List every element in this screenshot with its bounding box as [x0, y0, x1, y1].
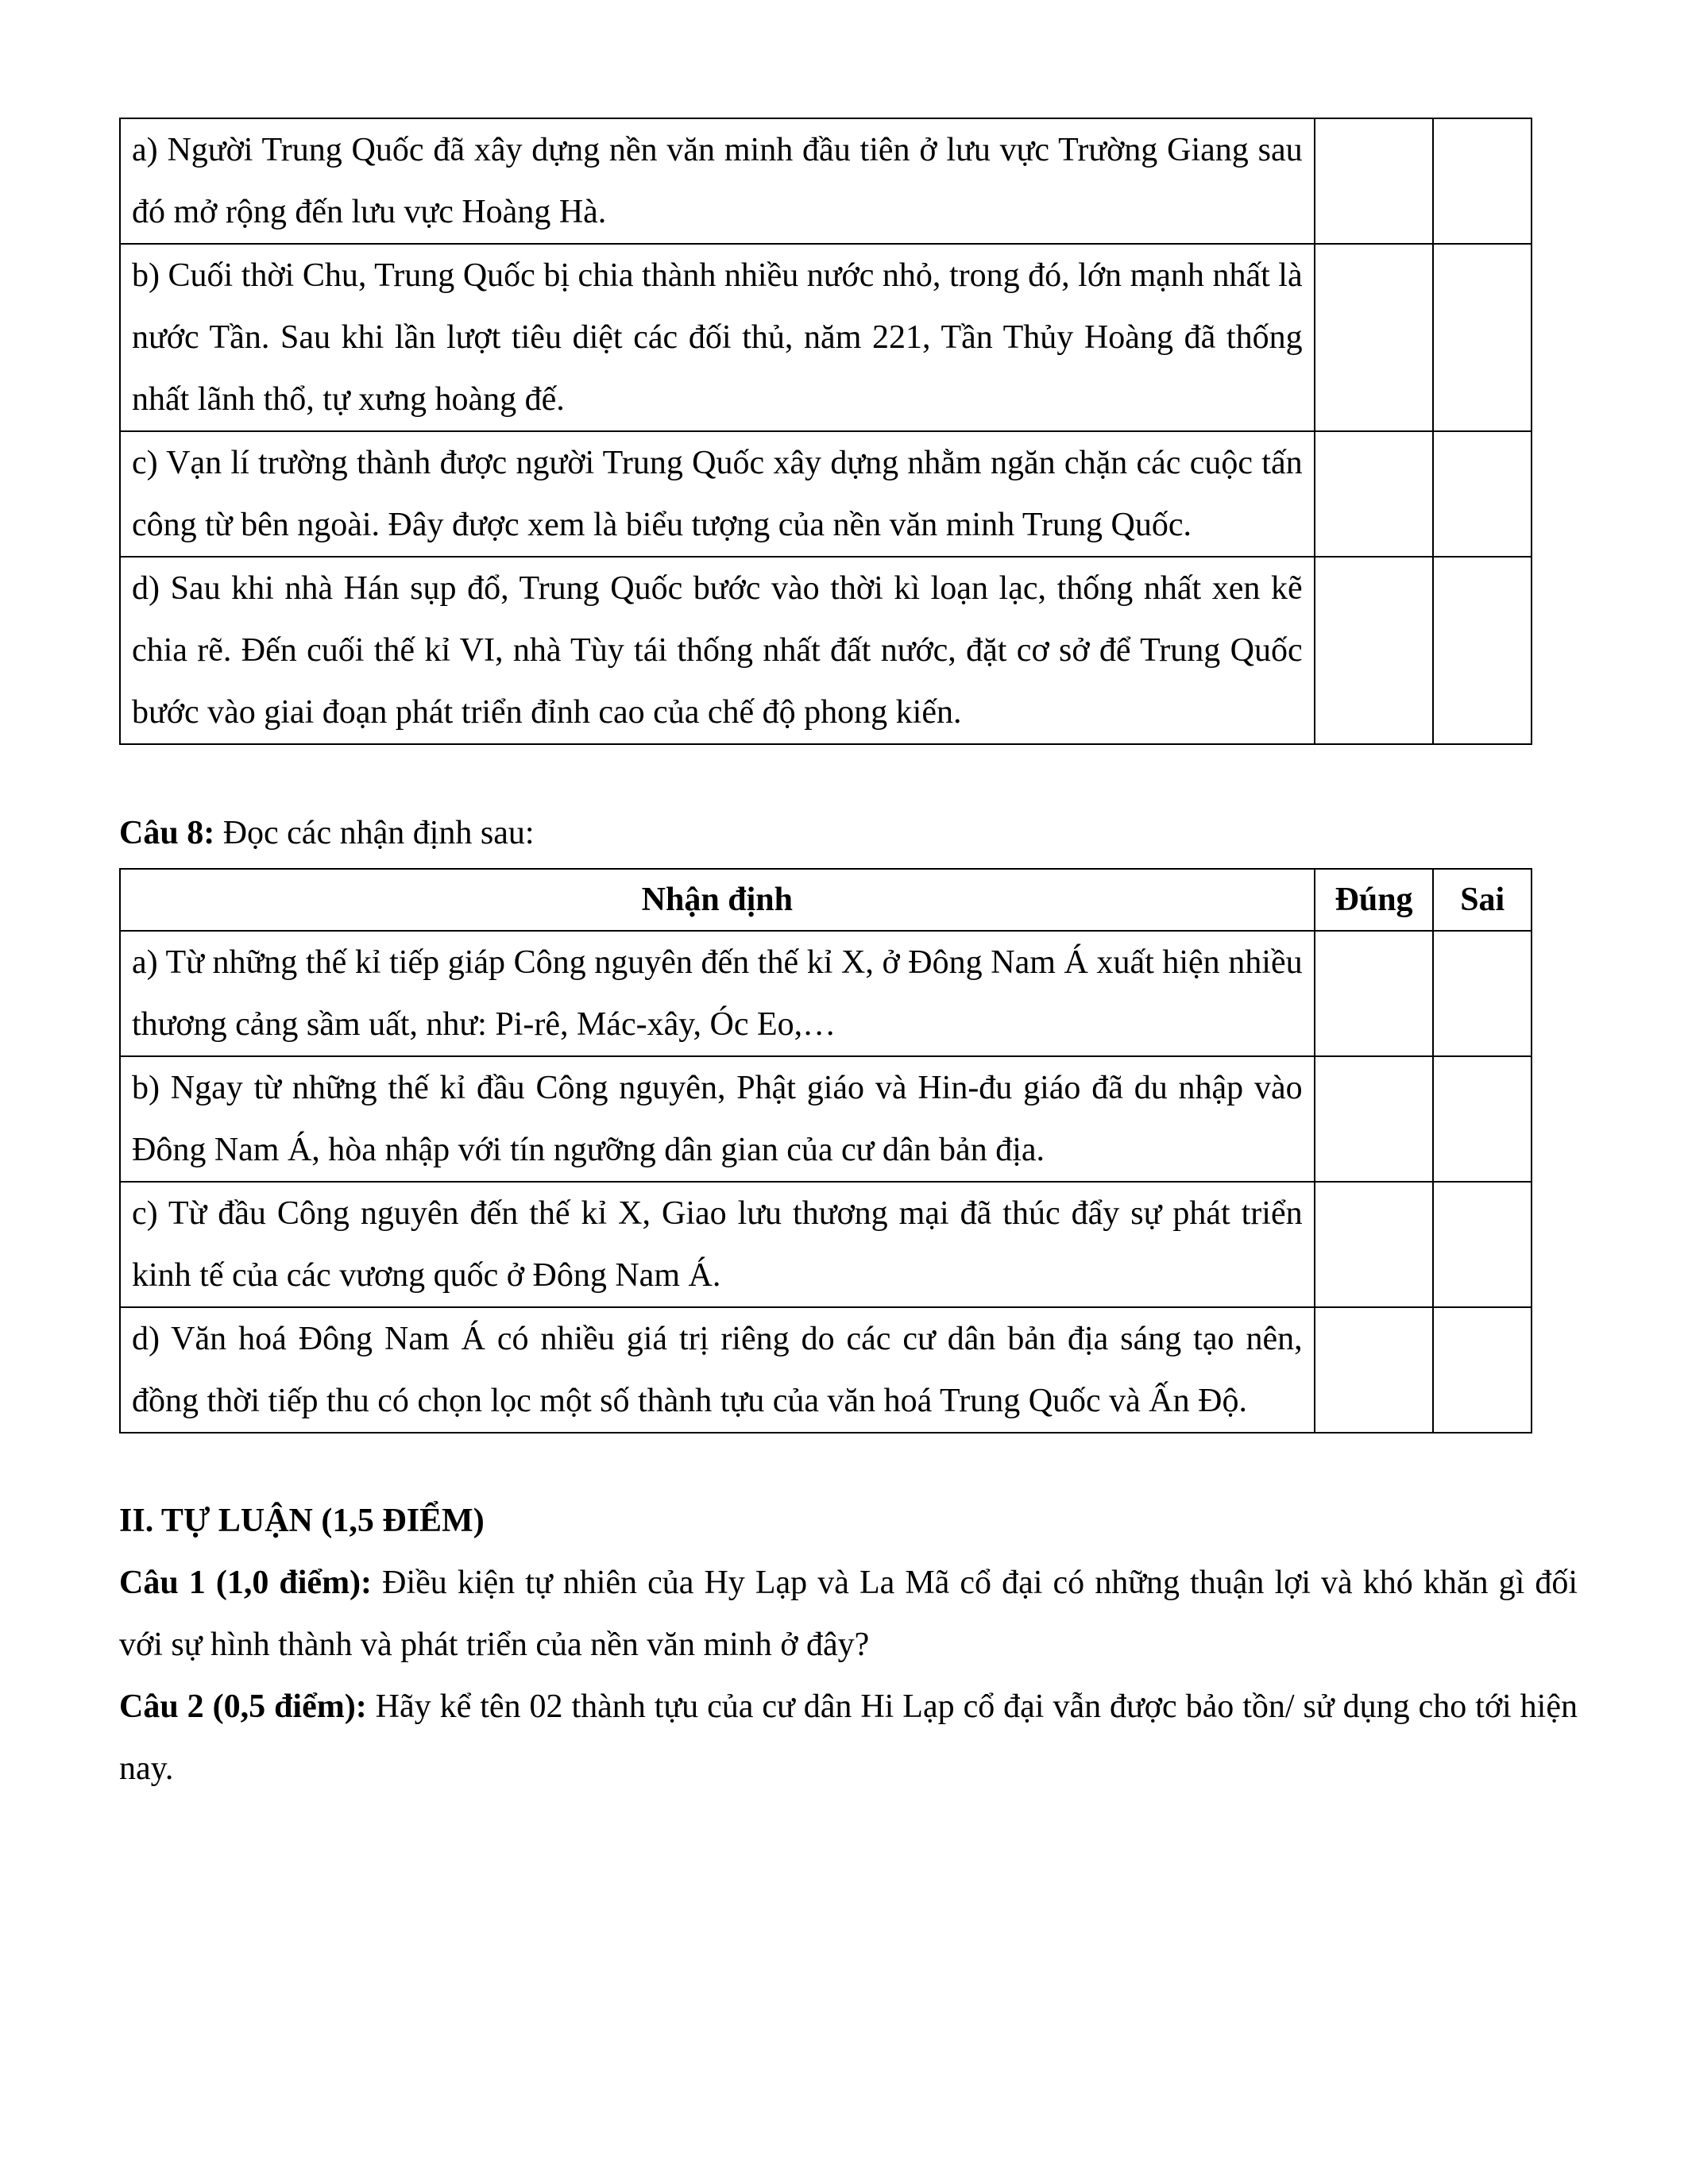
essay-question-1-label: Câu 1 (1,0 điểm):: [119, 1565, 373, 1601]
true-answer-cell[interactable]: [1315, 1307, 1434, 1433]
true-answer-cell[interactable]: [1315, 1182, 1434, 1307]
section-2-heading: II. TỰ LUẬN (1,5 ĐIỂM): [119, 1503, 485, 1539]
false-answer-cell[interactable]: [1433, 244, 1532, 431]
false-answer-cell[interactable]: [1433, 931, 1532, 1056]
statement-cell: a) Từ những thế kỉ tiếp giáp Công nguyên đến thế kỉ X, ở Đông Nam Á xuất hiện nhiều thương cảng sầm uất, như: Pi-rê, Mác-xây, Óc Eo,…: [120, 931, 1315, 1056]
statement-cell: c) Từ đầu Công nguyên đến thế kỉ X, Giao lưu thương mại đã thúc đẩy sự phát triển kinh tế của các vương quốc ở Đông Nam Á.: [120, 1182, 1315, 1307]
true-answer-cell[interactable]: [1315, 931, 1434, 1056]
table-header-row: [120, 869, 1532, 931]
table-row: [120, 244, 1532, 431]
essay-question-2: [119, 1676, 1578, 1800]
table-row: [120, 1307, 1532, 1433]
statement-cell: d) Văn hoá Đông Nam Á có nhiều giá trị riêng do các cư dân bản địa sáng tạo nên, đồng thời tiếp thu có chọn lọc một số thành tựu của văn hoá Trung Quốc và Ấn Độ.: [120, 1307, 1315, 1433]
true-answer-cell[interactable]: [1315, 431, 1434, 557]
table-row: [120, 431, 1532, 557]
question-8-table: [119, 868, 1532, 1433]
false-answer-cell[interactable]: [1433, 1056, 1532, 1182]
table-row: [120, 931, 1532, 1056]
header-true: Đúng: [1315, 869, 1434, 931]
header-false: Sai: [1433, 869, 1532, 931]
question-8-text: Đọc các nhận định sau:: [214, 815, 535, 851]
true-answer-cell[interactable]: [1315, 118, 1434, 244]
false-answer-cell[interactable]: [1433, 431, 1532, 557]
true-false-table-continued: [119, 118, 1532, 745]
false-answer-cell[interactable]: [1433, 118, 1532, 244]
table-row: [120, 118, 1532, 244]
false-answer-cell[interactable]: [1433, 557, 1532, 744]
table-row: [120, 1056, 1532, 1182]
true-answer-cell[interactable]: [1315, 244, 1434, 431]
statement-cell: b) Ngay từ những thế kỉ đầu Công nguyên, Phật giáo và Hin-đu giáo đã du nhập vào Đông Nam Á, hòa nhập với tín ngưỡng dân gian của cư dân bản địa.: [120, 1056, 1315, 1182]
statement-cell: c) Vạn lí trường thành được người Trung Quốc xây dựng nhằm ngăn chặn các cuộc tấn công từ bên ngoài. Đây được xem là biểu tượng của nền văn minh Trung Quốc.: [120, 431, 1315, 557]
statement-cell: d) Sau khi nhà Hán sụp đổ, Trung Quốc bước vào thời kì loạn lạc, thống nhất xen kẽ chia rẽ. Đến cuối thế kỉ VI, nhà Tùy tái thống nhất đất nước, đặt cơ sở để Trung Quốc bước vào giai đoạn phát triển đỉnh cao của chế độ phong kiến.: [120, 557, 1315, 744]
essay-question-2-label: Câu 2 (0,5 điểm):: [119, 1688, 367, 1725]
false-answer-cell[interactable]: [1433, 1182, 1532, 1307]
essay-question-1-text: Điều kiện tự nhiên của Hy Lạp và La Mã cổ đại có những thuận lợi và khó khăn gì đối với sự hình thành và phát triển của nền văn minh ở đây?: [119, 1565, 1578, 1663]
question-8-prompt: [119, 802, 1578, 864]
essay-question-2-text: Hãy kể tên 02 thành tựu của cư dân Hi Lạp cổ đại vẫn được bảo tồn/ sử dụng cho tới hiện nay.: [119, 1688, 1578, 1787]
true-answer-cell[interactable]: [1315, 1056, 1434, 1182]
question-8-label: Câu 8:: [119, 815, 215, 851]
false-answer-cell[interactable]: [1433, 1307, 1532, 1433]
table-row: [120, 557, 1532, 744]
true-answer-cell[interactable]: [1315, 557, 1434, 744]
header-statement: Nhận định: [120, 869, 1315, 931]
statement-cell: b) Cuối thời Chu, Trung Quốc bị chia thành nhiều nước nhỏ, trong đó, lớn mạnh nhất là nước Tần. Sau khi lần lượt tiêu diệt các đối thủ, năm 221, Tần Thủy Hoàng đã thống nhất lãnh thổ, tự xưng hoàng đế.: [120, 244, 1315, 431]
table-row: [120, 1182, 1532, 1307]
essay-question-1: [119, 1552, 1578, 1676]
statement-cell: a) Người Trung Quốc đã xây dựng nền văn minh đầu tiên ở lưu vực Trường Giang sau đó mở rộng đến lưu vực Hoàng Hà.: [120, 118, 1315, 244]
